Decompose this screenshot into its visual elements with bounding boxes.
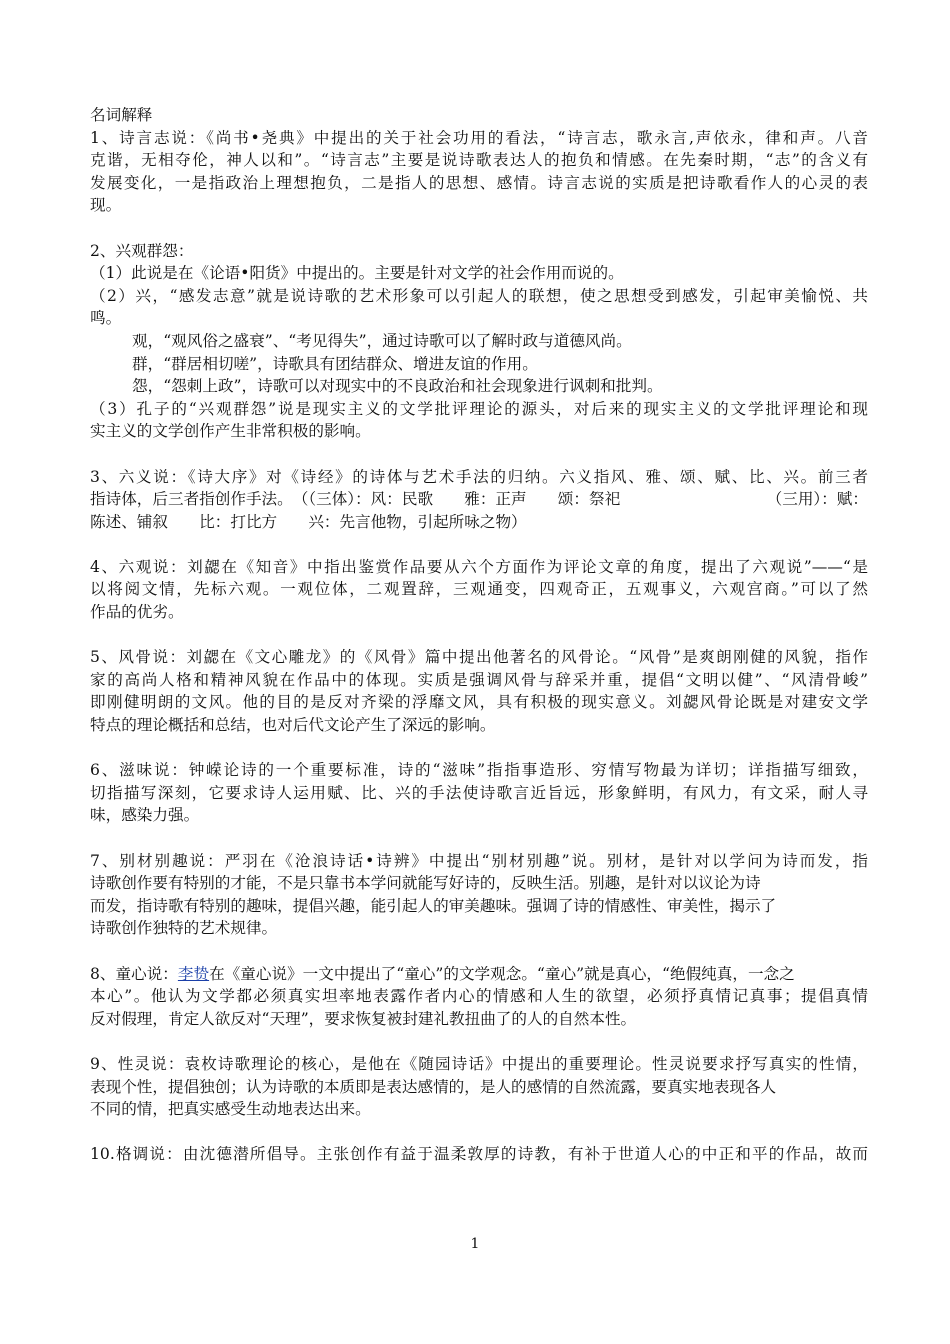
entry-8-line-1-rest: 在《童心说》一文中提出了“童心”的文学观念。“童心”就是真心，“绝假纯真，一念之 [209,964,795,983]
entry-2-line-5: 群，“群居相切嗟”，诗歌具有团结群众、增进友谊的作用。 [132,354,538,373]
page-number: 1 [470,1236,480,1252]
entry-8-line-1-prefix: 8、童心说： [90,964,178,983]
entry-5-fenggu [90,646,868,736]
entry-7-line-2: 诗歌创作要有特别的才能，不是只靠书本学问就能写好诗的，反映生活。别趣，是针对以议论为诗 [90,874,761,893]
entry-2-line-1: （1）此说是在《论语•阳货》中提出的。主要是针对文学的社会作用而说的。 [90,264,624,283]
entry-7-line-3: 而发，指诗歌有特别的趣味，提倡兴趣，能引起人的审美趣味。强调了诗的情感性、审美性，揭示了 [90,896,777,915]
entry-3-line-2 [90,488,868,511]
entry-9-xingling [90,1053,868,1121]
entry-6-line-3: 味，感染力强。 [90,806,200,825]
entry-2-line-2: （2）兴，“感发志意”就是说诗歌的艺术形象可以引起人的联想，使之思想受到感发，引起审美愉悦、共 [90,286,868,305]
entry-9-line-3: 不同的情，把真实感受生动地表达出来。 [90,1100,371,1119]
entry-8-line-3: 反对假理，肯定人欲反对“天理”，要求恢复被封建礼教扭曲了的人的自然本性。 [90,1009,637,1028]
entry-2-title: 2、兴观群怨： [90,241,194,260]
entry-4-line-3: 作品的优劣。 [90,603,184,622]
entry-1-line-4: 现。 [90,196,122,215]
entry-1-line-1: 1、诗言志说：《尚书•尧典》中提出的关于社会功用的看法，“诗言志，歌永言,声依永，律和声。八音 [90,128,868,147]
entry-7-biecaibiequ [90,850,868,940]
entry-4-line-1: 4、六观说：刘勰在《知音》中指出鉴赏作品要从六个方面作为评论文章的角度，提出了六观说”——“是 [90,557,868,576]
document-heading: 名词解释 [90,106,153,124]
entry-8-line-1 [90,963,868,986]
entry-7-line-1: 7、别材别趣说：严羽在《沧浪诗话•诗辨》中提出“别材别趣”说。别材，是针对以学问为诗而发，指 [90,851,868,870]
entry-5-line-3: 即刚健明朗的文风。他的目的是反对齐梁的浮靡文风，具有积极的现实意义。刘勰风骨论既是对建安文学 [90,693,868,712]
entry-8-tongxin [90,963,868,1031]
entry-2-line-6: 怨，“怨刺上政”，诗歌可以对现实中的不良政治和社会现象进行讽刺和批判。 [132,377,663,396]
entry-6-line-1: 6、滋味说：钟嵘论诗的一个重要标准，诗的“滋味”指指事造形、穷情写物最为详切；详指描写细致， [90,761,868,780]
li-zhi-link[interactable]: 李贽 [177,964,210,983]
entry-4-liuguan [90,556,868,624]
entry-3-line-2-right: （三用）：赋： [766,490,868,509]
entry-5-line-2: 家的高尚人格和精神风貌在作品中的体现。实质是强调风骨与辞采并重，提倡“文明以健”、“风清骨峻” [90,670,868,689]
entry-7-line-4: 诗歌创作独特的艺术规律。 [90,919,278,938]
entry-1-line-3: 发展变化，一是指政治上理想抱负，二是指人的思想、感情。诗言志说的实质是把诗歌看作人的心灵的表 [90,173,868,192]
entry-10-gediao [90,1143,868,1166]
entry-5-line-4: 特点的理论概括和总结，也对后代文论产生了深远的影响。 [90,716,496,735]
entry-4-line-2: 以将阅文情，先标六观。一观位体，二观置辞，三观通变，四观奇正，五观事义，六观宫商。”可以了然 [90,580,868,599]
entry-2-line-3: 鸣。 [90,309,122,328]
entry-9-line-2: 表现个性，提倡独创；认为诗歌的本质即是表达感情的，是人的感情的自然流露，要真实地表现各人 [90,1077,777,1096]
entry-2-line-7: （3）孔子的“兴观群怨”说是现实主义的文学批评理论的源头，对后来的现实主义的文学批评理论和现 [90,399,868,418]
entry-1-line-2: 克谐，无相夺伦，神人以和”。“诗言志”主要是说诗歌表达人的抱负和情感。在先秦时期，“志”的含义有 [90,151,868,170]
entry-9-line-1: 9、性灵说：袁枚诗歌理论的核心，是他在《随园诗话》中提出的重要理论。性灵说要求抒写真实的性情， [90,1054,868,1073]
entry-3-liuyi [90,466,868,534]
entry-3-line-1: 3、六义说：《诗大序》对《诗经》的诗体与艺术手法的归纳。六义指风、雅、颂、赋、比、兴。前三者 [90,467,868,486]
entry-2-xingguanqunyuan [90,240,868,443]
document-body [90,104,868,1166]
entry-8-line-2: 本心”。他认为文学都必须真实坦率地表露作者内心的情感和人生的欲望，必须抒真情记真事；提倡真情 [90,987,868,1006]
entry-5-line-1: 5、风骨说：刘勰在《文心雕龙》的《风骨》篇中提出他著名的风骨论。“风骨”是爽朗刚健的风貌，指作 [90,648,868,667]
entry-3-line-3: 陈述、铺叙 比：打比方 兴：先言他物，引起所咏之物） [90,512,527,531]
entry-1-shiyanzhi [90,127,868,217]
entry-2-line-8: 实主义的文学创作产生非常积极的影响。 [90,422,371,441]
entry-6-line-2: 切指描写深刻，它要求诗人运用赋、比、兴的手法使诗歌言近旨远，形象鲜明，有风力，有文采，耐人寻 [90,783,868,802]
entry-10-line-1: 10.格调说：由沈德潜所倡导。主张创作有益于温柔敦厚的诗教，有补于世道人心的中正和平的作品，故而 [90,1145,868,1164]
entry-2-line-4: 观，“观风俗之盛衰”、“考见得失”，通过诗歌可以了解时政与道德风尚。 [132,331,632,350]
entry-3-line-2-left: 指诗体，后三者指创作手法。 （（三体）：风：民歌 雅：正声 颂：祭祀 [90,490,621,509]
entry-6-ziwei [90,759,868,827]
